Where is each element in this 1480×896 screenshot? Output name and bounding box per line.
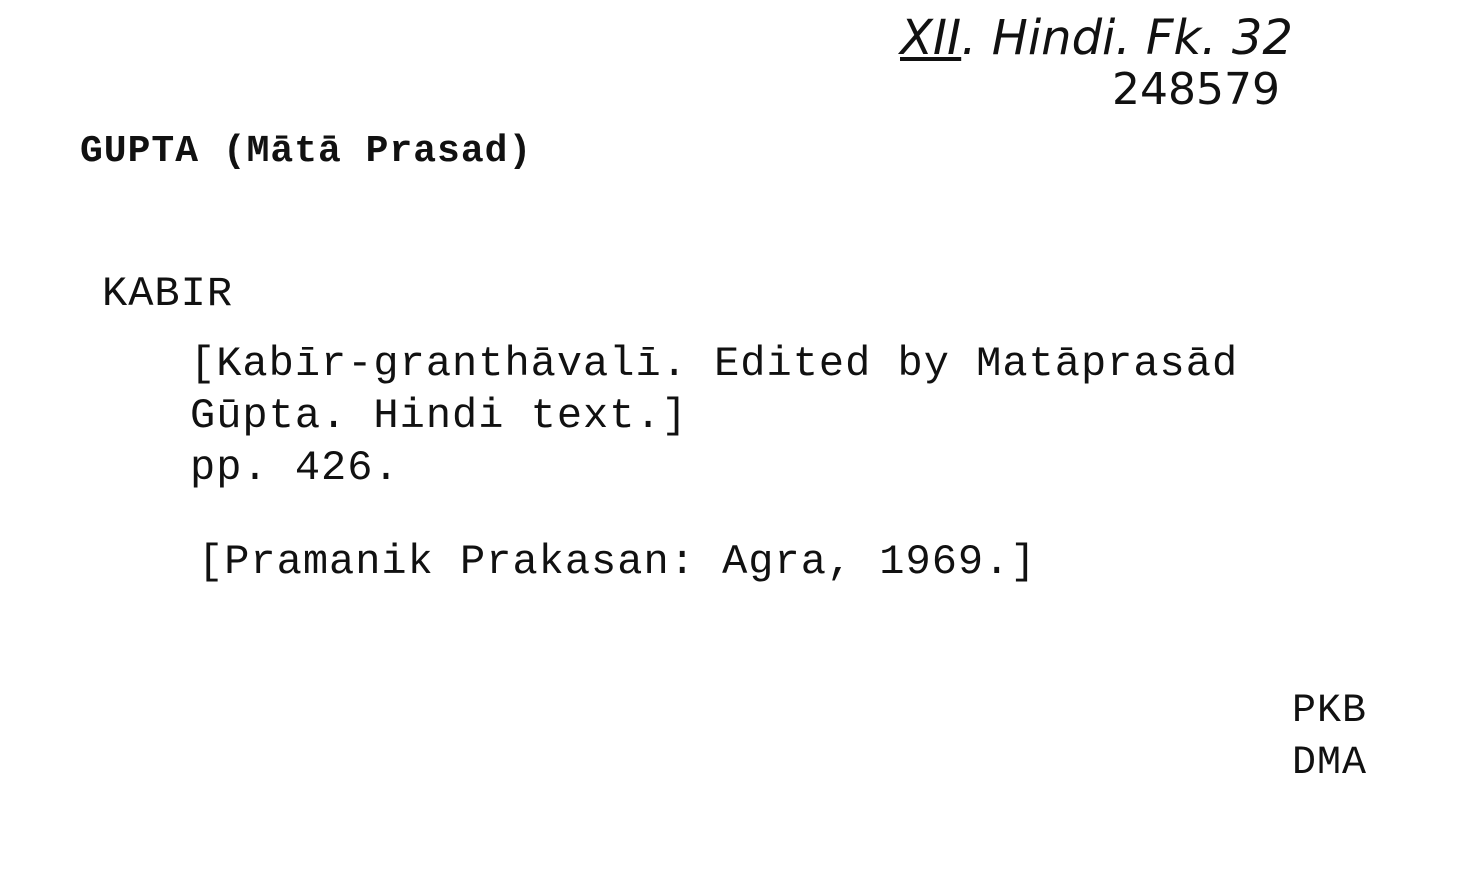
shelfmark-rest: . Hindi. Fk. 32 [961, 10, 1293, 66]
shelfmark-class: XII [900, 10, 962, 66]
initials-line-1: PKB [1292, 689, 1368, 734]
imprint: [Pramanik Prakasan: Agra, 1969.] [198, 538, 1037, 586]
uniform-title: KABIR [102, 270, 234, 318]
pagination: pp. 426. [190, 444, 400, 492]
shelfmark [900, 8, 1293, 68]
author-heading: GUPTA (Mātā Prasad) [80, 130, 533, 173]
title-statement [190, 338, 1238, 494]
title-line-1: [Kabīr-granthāvalī. Edited by Matāprasād [190, 340, 1239, 388]
accession-number: 248579 [1112, 64, 1280, 115]
title-line-2: Gūpta. Hindi text.] [190, 392, 688, 440]
cataloguer-initials [1292, 686, 1367, 790]
initials-line-2: DMA [1292, 741, 1368, 786]
